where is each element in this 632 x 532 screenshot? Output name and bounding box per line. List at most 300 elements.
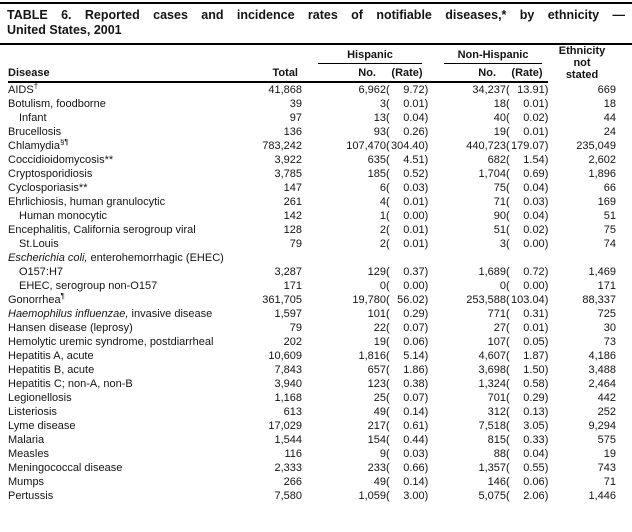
close-paren: ) [424,154,429,166]
rate-value: 0.00 [403,280,425,292]
close-paren: ) [424,266,429,278]
close-paren: ) [544,112,549,124]
column-group-hispanic [302,45,428,64]
disease-name: Coccidioidomycosis** [8,154,114,166]
nonhispanic-no-cell: 146 [487,476,507,488]
close-paren: ) [424,112,429,124]
table-row [8,489,616,503]
table-row [8,181,616,195]
hispanic-rate-cell [386,153,428,167]
header-spacer [8,45,302,64]
close-paren: ) [544,448,549,460]
rate-value: 0.31 [523,308,545,320]
total-cell: 1,168 [274,392,302,404]
ethnicity-not-stated-cell: 1,469 [588,266,617,278]
disease-name: Hansen disease (leprosy) [8,322,133,334]
table-header [8,45,616,82]
rate-value: 0.72 [523,266,545,278]
hispanic-rate-cell [386,279,428,293]
hispanic-rate-cell [386,167,428,181]
open-paren: ( [506,378,510,390]
table-row [8,139,616,153]
disease-cell [8,475,248,489]
rate-value: 0.01 [523,322,545,334]
close-paren: ) [424,308,429,320]
close-paren: ) [424,364,429,376]
nonhispanic-no-cell: 34,237 [472,84,507,96]
disease-cell [8,97,248,111]
close-paren: ) [424,126,429,138]
open-paren: ( [506,182,510,194]
disease-name: Meningococcal disease [8,462,123,474]
close-paren: ) [424,98,429,110]
rate-value: 0.03 [403,448,425,460]
close-paren: ) [424,210,429,222]
total-cell: 1,597 [274,308,302,320]
rate-value: 0.01 [523,98,545,110]
rate-value: 0.38 [403,378,425,390]
open-paren: ( [506,238,510,250]
table-row [8,223,616,237]
disease-cell [8,419,248,433]
footnote-marker: §¶ [59,139,69,147]
hispanic-no-cell: 9 [379,448,386,460]
column-group-hispanic-label: Hispanic [318,48,422,64]
ethnicity-not-stated-cell: 743 [597,462,617,474]
hispanic-no-cell: 129 [367,266,386,278]
rate-value: 0.01 [403,196,425,208]
open-paren: ( [386,392,390,404]
close-paren: ) [424,406,429,418]
rate-value: 0.04 [523,210,545,222]
nonhispanic-rate-cell [506,265,548,279]
total-cell: 261 [283,196,302,208]
disease-name: Botulism, foodborne [8,98,106,110]
nonhispanic-rate-cell [506,167,548,181]
disease-cell [8,335,248,349]
total-cell: 128 [283,224,302,236]
nonhispanic-no-cell: 90 [493,210,507,222]
disease-cell [8,321,248,335]
rate-value: 0.04 [403,112,425,124]
total-cell: 361,705 [262,294,302,306]
hispanic-rate-cell [386,433,428,447]
ethnicity-not-stated-cell: 2,602 [588,154,617,166]
close-paren: ) [544,462,549,474]
open-paren: ( [506,350,510,362]
disease-name: St.Louis [19,238,59,250]
disease-cell [8,237,248,251]
ethnicity-not-stated-cell: 75 [603,224,617,236]
total-cell: 3,940 [274,378,302,390]
open-paren: ( [386,336,390,348]
hispanic-no-cell: 49 [373,476,386,488]
nonhispanic-no-cell: 5,075 [478,490,507,502]
ethnicity-not-stated-cell: 4,186 [588,350,617,362]
ethnicity-not-stated-cell: 1,896 [588,168,617,180]
rate-value: 1.87 [523,350,545,362]
disease-name: Hemolytic uremic syndrome, postdiarrheal [8,336,214,348]
hispanic-rate-cell [386,405,428,419]
open-paren: ( [506,196,510,208]
ethnicity-not-stated-cell: 66 [603,182,617,194]
open-paren: ( [506,406,510,418]
disease-cell [8,82,248,97]
total-cell: 7,580 [274,490,302,502]
rate-value: 0.04 [523,448,545,460]
table-title-line2: United States, 2001 [7,23,122,37]
open-paren: ( [506,490,510,502]
disease-name: Hepatitis B, acute [8,364,95,376]
rate-value: 0.55 [523,462,545,474]
close-paren: ) [544,210,549,222]
disease-cell [8,251,616,265]
ethnicity-not-stated-cell: 235,049 [576,140,617,152]
ethnicity-not-stated-line1: Ethnicity [558,45,606,57]
disease-cell [8,307,248,321]
hispanic-no-cell: 4 [379,196,386,208]
total-cell: 10,609 [268,350,302,362]
hispanic-no-cell: 2 [379,238,386,250]
column-header-nonhispanic-rate: (Rate) [506,64,548,83]
rate-value: 0.06 [523,476,545,488]
table-row [8,433,616,447]
close-paren: ) [544,126,549,138]
table-row [8,363,616,377]
hispanic-rate-cell [386,209,428,223]
close-paren: ) [424,224,429,236]
rate-value: 1.50 [523,364,545,376]
total-cell: 1,544 [274,434,302,446]
total-cell: 2,333 [274,462,302,474]
disease-cell [8,153,248,167]
disease-cell [8,125,248,139]
rate-value: 3.00 [403,490,425,502]
close-paren: ) [424,294,429,306]
nonhispanic-no-cell: 312 [487,406,507,418]
notifiable-diseases-table [8,45,616,503]
rate-value: 0.02 [523,224,545,236]
open-paren: ( [506,154,510,166]
disease-cell [8,195,248,209]
disease-name: Hepatitis A, acute [8,350,94,362]
hispanic-rate-cell [386,307,428,321]
hispanic-rate-cell [386,82,428,97]
nonhispanic-no-cell: 1,357 [478,462,507,474]
column-header-ethnicity-not-stated [548,45,616,82]
disease-cell [8,363,248,377]
open-paren: ( [386,126,390,138]
close-paren: ) [544,336,549,348]
rate-value: 0.14 [403,406,425,418]
total-cell: 136 [283,126,302,138]
close-paren: ) [544,280,549,292]
rate-value: 0.00 [523,280,545,292]
total-cell: 3,922 [274,154,302,166]
nonhispanic-rate-cell [506,293,548,307]
rate-value: 0.06 [403,336,425,348]
total-cell: 3,287 [274,266,302,278]
close-paren: ) [424,168,429,180]
nonhispanic-rate-cell [506,82,548,97]
hispanic-rate-cell [386,97,428,111]
close-paren: ) [424,280,429,292]
hispanic-no-cell: 123 [367,378,386,390]
rate-value: 0.01 [403,98,425,110]
table-title [0,4,632,40]
hispanic-no-cell: 1 [379,210,386,222]
open-paren: ( [386,448,390,460]
close-paren: ) [544,490,549,502]
table-row [8,237,616,251]
open-paren: ( [386,168,390,180]
disease-cell [8,279,248,293]
open-paren: ( [506,420,510,432]
open-paren: ( [506,224,510,236]
ethnicity-not-stated-cell: 442 [597,392,617,404]
disease-name: Chlamydia [8,140,60,152]
hispanic-no-cell: 101 [367,308,386,320]
hispanic-no-cell: 13 [373,112,386,124]
open-paren: ( [386,434,390,446]
open-paren: ( [506,308,510,320]
disease-name: Measles [8,448,49,460]
close-paren: ) [544,406,549,418]
nonhispanic-no-cell: 253,588 [466,294,507,306]
hispanic-rate-cell [386,335,428,349]
open-paren: ( [506,322,510,334]
table-row [8,461,616,475]
nonhispanic-rate-cell [506,489,548,503]
open-paren: ( [386,294,390,306]
disease-name: Cryptosporidiosis [8,168,93,180]
open-paren: ( [386,490,390,502]
hispanic-no-cell: 107,470 [346,140,386,152]
rate-value: 0.05 [523,336,545,348]
disease-name: EHEC, serogroup non-O157 [19,280,158,292]
nonhispanic-rate-cell [506,391,548,405]
nonhispanic-no-cell: 3 [499,238,507,250]
total-cell: 7,843 [274,364,302,376]
hispanic-no-cell: 185 [367,168,386,180]
nonhispanic-no-cell: 440,723 [466,140,507,152]
disease-cell [8,293,248,307]
open-paren: ( [506,84,510,96]
disease-name: Gonorrhea [8,294,61,306]
disease-name: Listeriosis [8,406,57,418]
open-paren: ( [386,350,390,362]
open-paren: ( [506,112,510,124]
disease-name-italic: Escherichia coli, [8,252,88,264]
column-header-hispanic-rate: (Rate) [386,64,428,83]
table-row [8,265,616,279]
close-paren: ) [544,196,549,208]
ethnicity-not-stated-cell: 169 [597,196,617,208]
hispanic-rate-cell [386,321,428,335]
rate-value: 0.02 [523,112,545,124]
close-paren: ) [424,434,429,446]
rate-value: 0.37 [403,266,425,278]
open-paren: ( [386,238,390,250]
open-paren: ( [386,98,390,110]
nonhispanic-no-cell: 1,689 [478,266,507,278]
close-paren: ) [544,238,549,250]
rate-value: 0.13 [523,406,545,418]
open-paren: ( [386,224,390,236]
disease-name: Pertussis [8,490,54,502]
hispanic-rate-cell [386,139,428,153]
table-row [8,97,616,111]
hispanic-rate-cell [386,461,428,475]
nonhispanic-rate-cell [506,237,548,251]
rate-value: 0.14 [403,476,425,488]
ethnicity-not-stated-cell: 44 [603,112,617,124]
rate-value: 0.03 [403,182,425,194]
close-paren: ) [544,224,549,236]
open-paren: ( [386,308,390,320]
rate-value: 0.29 [403,308,425,320]
total-cell: 3,785 [274,168,302,180]
rate-value: 0.00 [403,210,425,222]
hispanic-rate-cell [386,293,428,307]
disease-name: invasive disease [128,308,213,320]
hispanic-no-cell: 22 [373,322,386,334]
nonhispanic-rate-cell [506,433,548,447]
column-header-nonhispanic-no: No. [428,64,506,83]
disease-cell [8,391,248,405]
hispanic-rate-cell [386,377,428,391]
ethnicity-not-stated-cell: 74 [603,238,617,250]
rate-value: 0.44 [403,434,425,446]
nonhispanic-rate-cell [506,181,548,195]
table-row [8,293,616,307]
hispanic-rate-cell [386,237,428,251]
table-title-line1: TABLE 6. Reported cases and incidence rates of notifiable diseases,* by ethnicity — [7,8,625,22]
table-row [8,209,616,223]
close-paren: ) [424,196,429,208]
rate-value: 0.00 [523,238,545,250]
column-header-hispanic-no: No. [302,64,386,83]
rate-value: 13.91 [517,84,545,96]
table-row [8,419,616,433]
nonhispanic-no-cell: 51 [493,224,507,236]
hispanic-rate-cell [386,195,428,209]
hispanic-no-cell: 19 [373,336,386,348]
rate-value: 1.86 [403,364,425,376]
open-paren: ( [386,154,390,166]
open-paren: ( [506,140,510,152]
close-paren: ) [544,476,549,488]
ethnicity-not-stated-line3: stated [565,69,599,81]
header-group-row [8,45,616,64]
open-paren: ( [506,266,510,278]
column-group-nonhispanic-label: Non-Hispanic [444,48,542,64]
open-paren: ( [506,448,510,460]
close-paren: ) [544,364,549,376]
rate-value: 5.14 [403,350,425,362]
table-row [8,167,616,181]
close-paren: ) [544,322,549,334]
disease-name: Encephalitis, California serogroup viral [8,224,196,236]
open-paren: ( [506,462,510,474]
disease-cell [8,377,248,391]
nonhispanic-no-cell: 1,324 [478,378,507,390]
disease-name: Infant [19,112,47,124]
nonhispanic-no-cell: 771 [487,308,507,320]
nonhispanic-no-cell: 0 [499,280,507,292]
open-paren: ( [386,266,390,278]
close-paren: ) [544,308,549,320]
disease-cell [8,209,248,223]
table-row [8,279,616,293]
rate-value: 4.51 [403,154,425,166]
rate-value: 0.01 [403,238,425,250]
rate-value: 0.29 [523,392,545,404]
hispanic-rate-cell [386,447,428,461]
close-paren: ) [544,420,549,432]
rate-value: 0.66 [403,462,425,474]
ethnicity-not-stated-cell: 669 [597,84,617,96]
open-paren: ( [506,476,510,488]
ethnicity-not-stated-line2: not [573,57,591,69]
disease-name: Lyme disease [8,420,76,432]
nonhispanic-no-cell: 682 [487,154,507,166]
nonhispanic-rate-cell [506,349,548,363]
nonhispanic-rate-cell [506,405,548,419]
hispanic-no-cell: 233 [367,462,386,474]
rate-value: 0.58 [523,378,545,390]
rate-value: 0.01 [523,126,545,138]
open-paren: ( [506,364,510,376]
nonhispanic-rate-cell [506,111,548,125]
nonhispanic-rate-cell [506,335,548,349]
close-paren: ) [424,350,429,362]
close-paren: ) [424,420,429,432]
disease-cell [8,139,248,153]
disease-cell [8,223,248,237]
hispanic-rate-cell [386,265,428,279]
disease-name: Mumps [8,476,45,488]
close-paren: ) [544,434,549,446]
ethnicity-not-stated-cell: 9,294 [588,420,617,432]
rate-value: 0.26 [403,126,425,138]
nonhispanic-rate-cell [506,447,548,461]
nonhispanic-rate-cell [506,153,548,167]
hispanic-no-cell: 1,059 [358,490,386,502]
close-paren: ) [424,322,429,334]
ethnicity-not-stated-cell: 252 [597,406,617,418]
hispanic-rate-cell [386,489,428,503]
hispanic-no-cell: 635 [367,154,386,166]
disease-cell [8,111,248,125]
hispanic-rate-cell [386,125,428,139]
open-paren: ( [386,420,390,432]
disease-cell [8,405,248,419]
table-row [8,405,616,419]
open-paren: ( [386,322,390,334]
disease-name: Ehrlichiosis, human granulocytic [8,196,166,208]
open-paren: ( [506,98,510,110]
open-paren: ( [386,210,390,222]
total-cell: 79 [289,322,302,334]
table-row [8,195,616,209]
open-paren: ( [506,434,510,446]
open-paren: ( [506,392,510,404]
open-paren: ( [506,126,510,138]
nonhispanic-no-cell: 27 [493,322,507,334]
rate-value: 103.04 [511,294,545,306]
nonhispanic-no-cell: 18 [493,98,507,110]
